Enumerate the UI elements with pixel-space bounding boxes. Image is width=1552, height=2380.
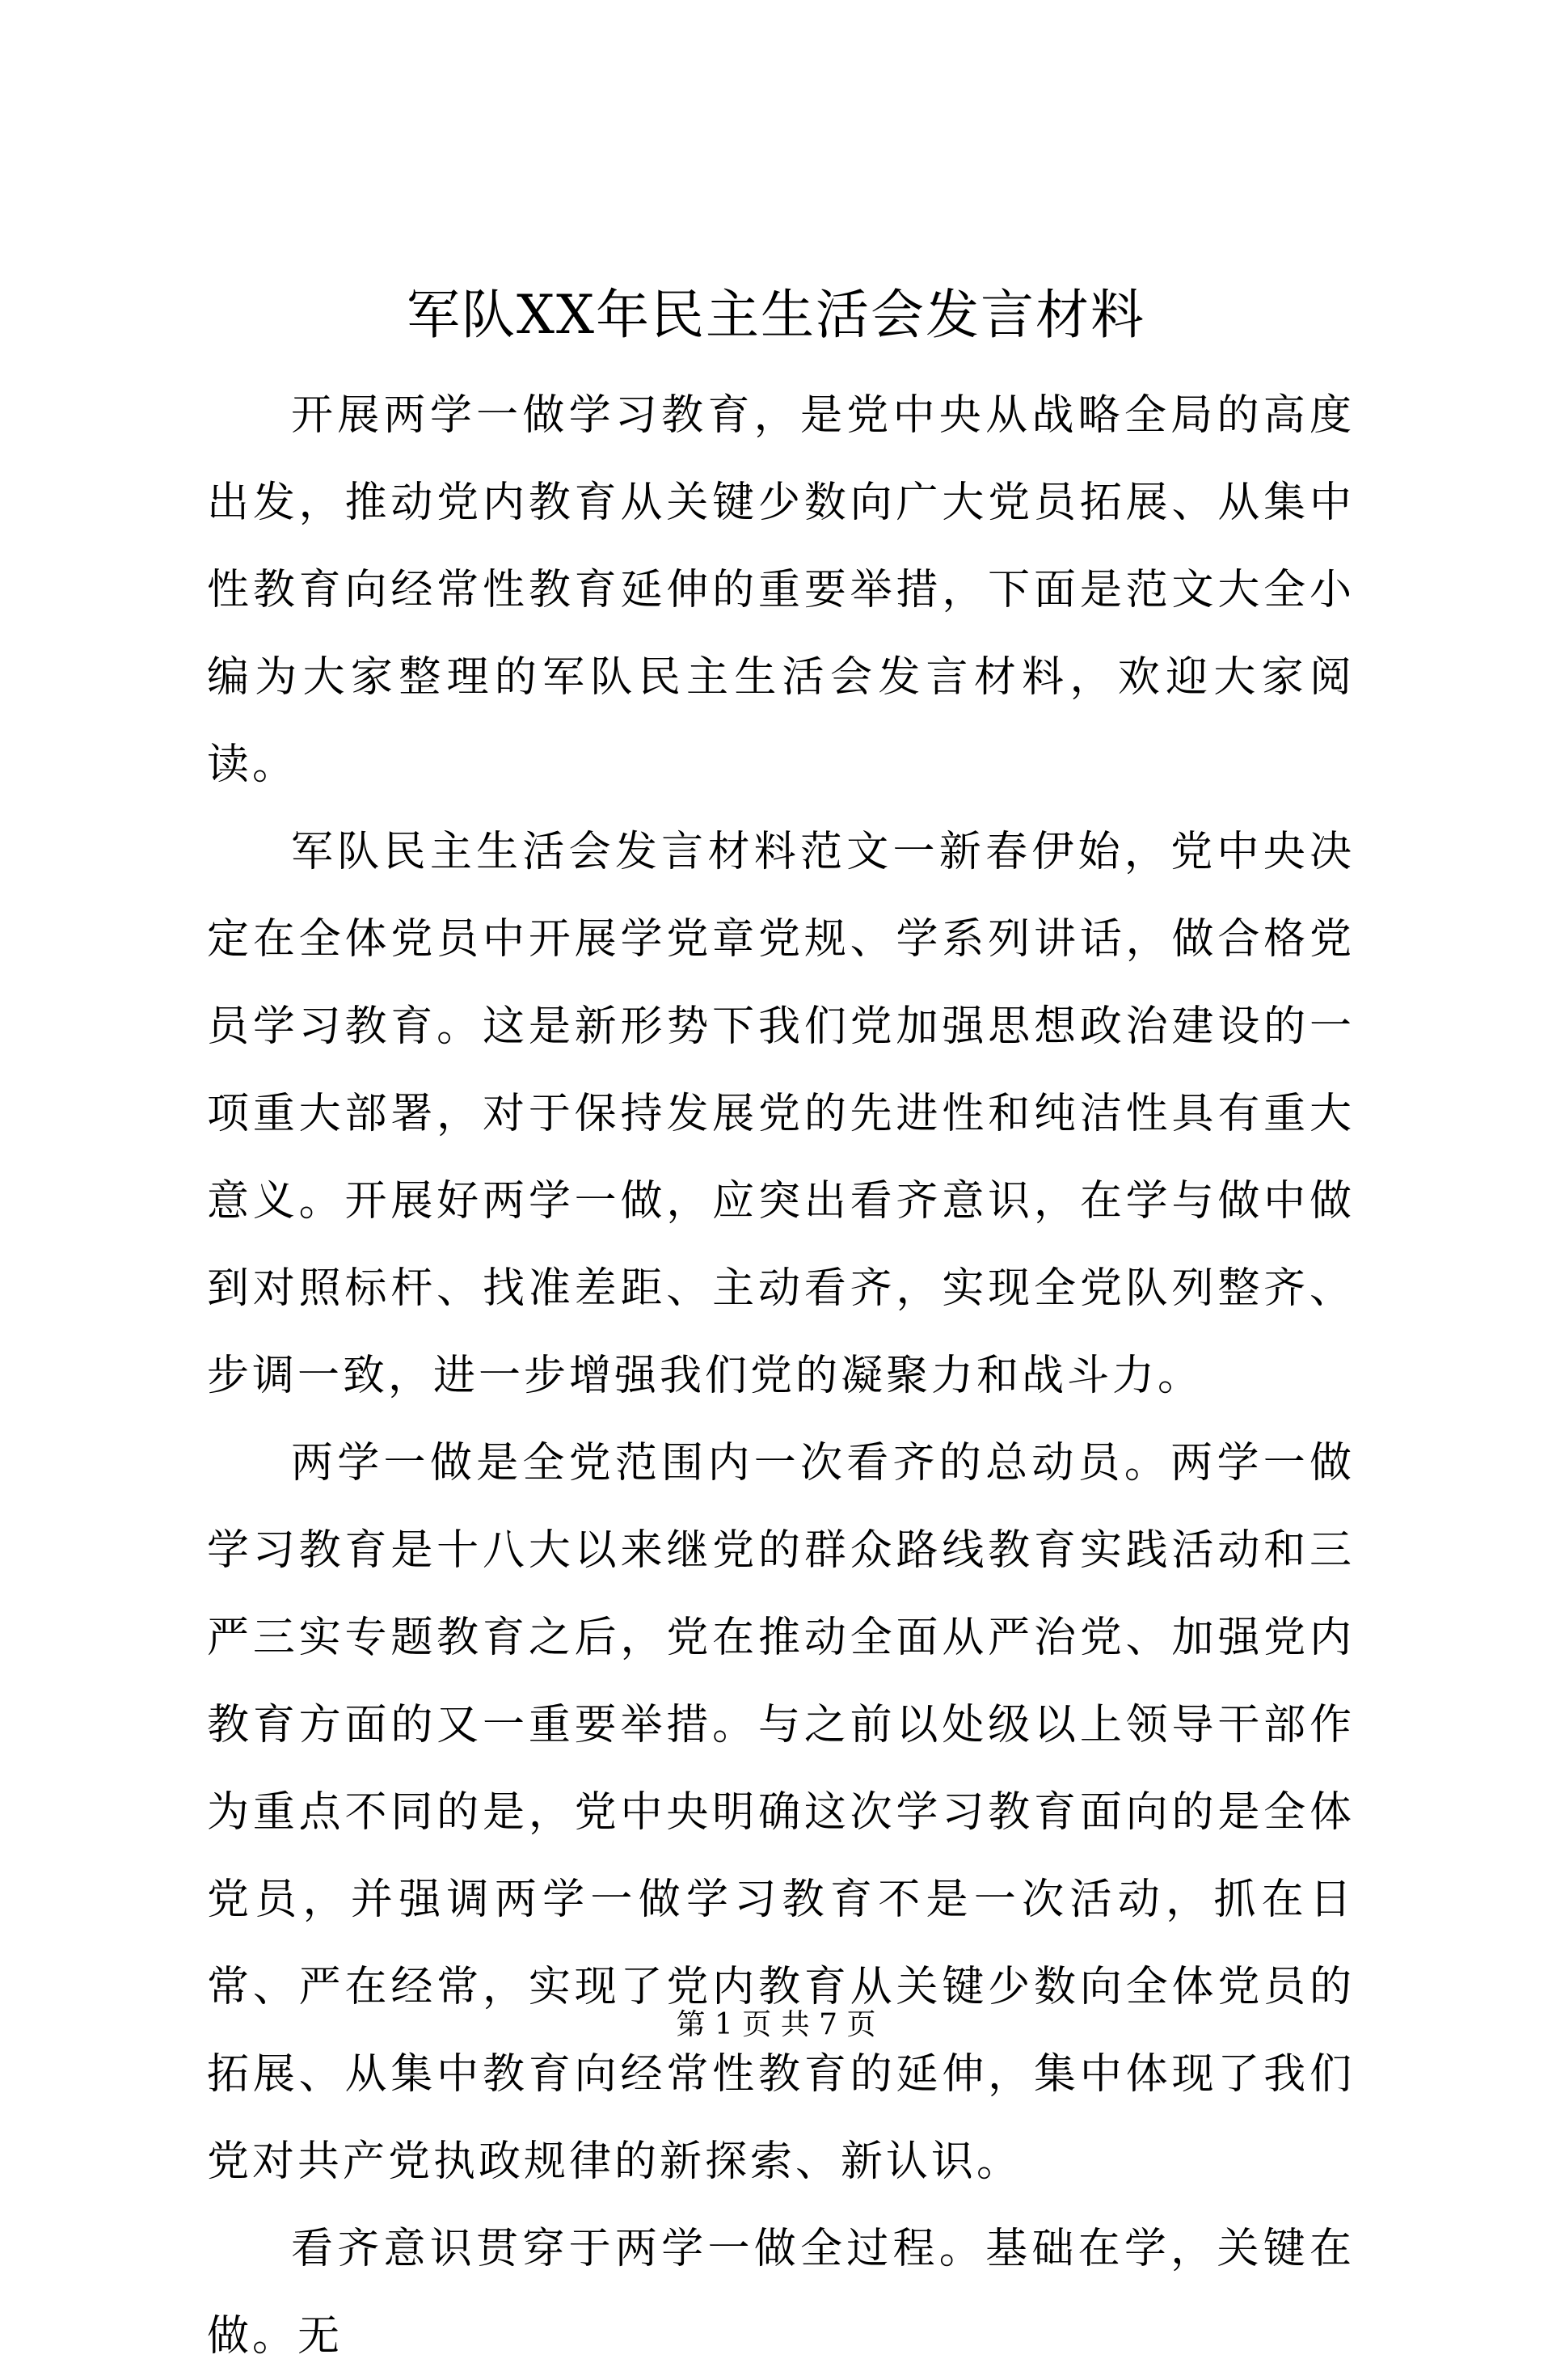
page-number-footer: 第 1 页 共 7 页 — [676, 2008, 876, 2041]
document-body — [207, 372, 1355, 2380]
paragraph-1: 开展两学一做学习教育，是党中央从战略全局的高度出发，推动党内教育从关键少数向广大党员拓展、从集中性教育向经常性教育延伸的重要举措，下面是范文大全小编为大家整理的军队民主生活会发言材料，欢迎大家阅读。 — [207, 391, 1355, 789]
paragraph-3: 两学一做是全党范围内一次看齐的总动员。两学一做学习教育是十八大以来继党的群众路线教育实践活动和三严三实专题教育之后，党在推动全面从严治党、加强党内教育方面的又一重要举措。与之前以处级以上领导干部作为重点不同的是，党中央明确这次学习教育面向的是全体党员，并强调两学一做学习教育不是一次活动，抓在日常、严在经常，实现了党内教育从关键少数向全体党员的拓展、从集中教育向经常性教育的延伸，集中体现了我们党对共产党执政规律的新探索、新认识。 — [207, 1439, 1355, 2186]
paragraph-4: 看齐意识贯穿于两学一做全过程。基础在学，关键在做。无 — [207, 2225, 1355, 2361]
document-title: 军队XX年民主生活会发言材料 — [407, 284, 1145, 346]
paragraph-2: 军队民主生活会发言材料范文一新春伊始，党中央决定在全体党员中开展学党章党规、学系列讲话，做合格党员学习教育。这是新形势下我们党加强思想政治建设的一项重大部署，对于保持发展党的先进性和纯洁性具有重大意义。开展好两学一做，应突出看齐意识，在学与做中做到对照标杆、找准差距、主动看齐，实现全党队列整齐、步调一致，进一步增强我们党的凝聚力和战斗力。 — [207, 828, 1355, 1400]
